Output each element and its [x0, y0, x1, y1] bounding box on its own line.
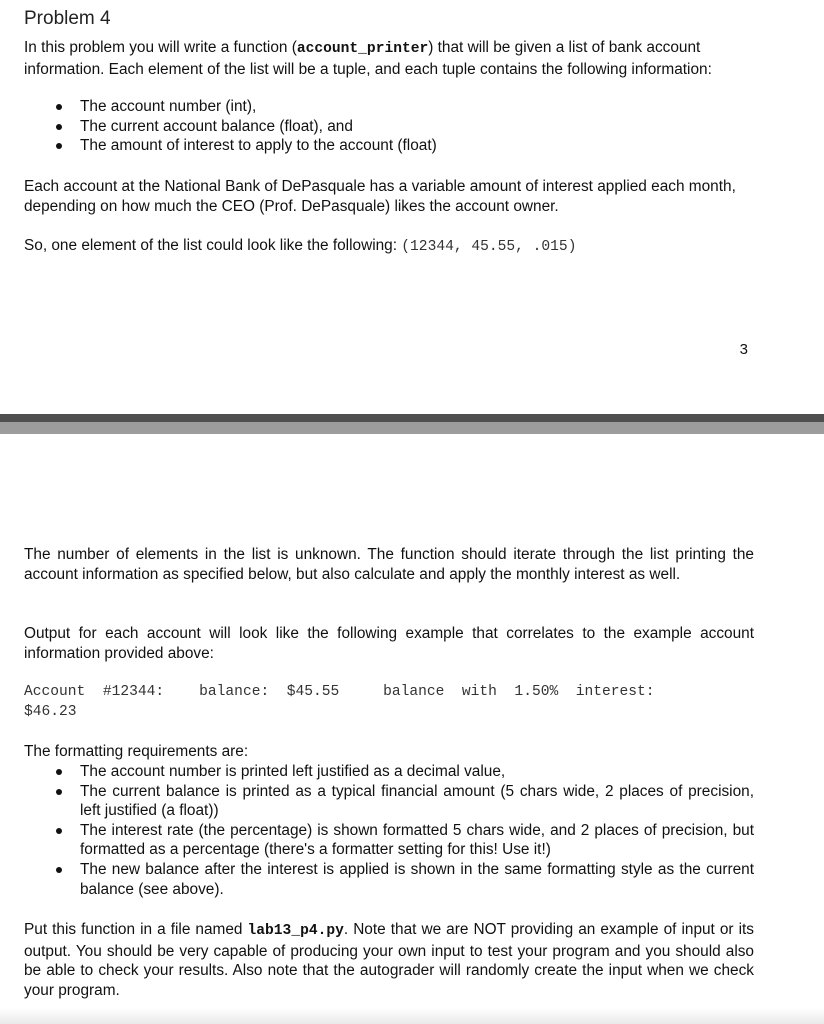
example-element-paragraph [24, 236, 754, 258]
bank-description-paragraph: Each account at the National Bank of DePasquale has a variable amount of interest applied each month, depending on how much the CEO (Prof. DePasquale) likes the account owner. [24, 178, 736, 215]
page-bottom-edge [0, 1008, 824, 1024]
page-number: 3 [739, 341, 748, 358]
iteration-paragraph: The number of elements in the list is unknown. The function should iterate through the list printing the account information as specified below, but also calculate and apply the monthly interest as well. [24, 546, 754, 583]
example-element-text: So, one element of the list could look like the following: [24, 237, 402, 254]
list-item: The interest rate (the percentage) is shown formatted 5 chars wide, and 2 places of precision, but formatted as a percentage (there's a formatter setting for this! Use it!) [24, 821, 754, 860]
function-name-code: account_printer [296, 41, 429, 57]
output-description-paragraph: Output for each account will look like the following example that correlates to the example account information provided above: [24, 625, 754, 662]
intro-text-after: ) that will be given a list of bank account information. Each element of the list will be a tuple, and each tuple contains the following information: [24, 39, 712, 78]
list-item: The new balance after the interest is applied is shown in the same formatting style as the current balance (see above). [24, 860, 754, 899]
list-item: The account number is printed left justified as a decimal value, [24, 762, 754, 782]
page-break-divider [0, 414, 824, 422]
list-item: The current account balance (float), and [24, 117, 754, 137]
problem-title: Problem 4 [24, 8, 111, 29]
submission-text-after: . Note that we are NOT providing an example of input or its output. You should be very capable of producing your own input to test your program and you should also be able to check your results. Also note that the autograder will randomly create the input when we check your program. [24, 921, 754, 999]
intro-text-before: In this problem you will write a function ( [24, 39, 297, 56]
tuple-fields-list [24, 97, 754, 156]
submission-paragraph [24, 920, 754, 1000]
formatting-heading: The formatting requirements are: [24, 743, 249, 760]
list-item: The account number (int), [24, 97, 754, 117]
submission-text-before: Put this function in a file named [24, 921, 248, 938]
list-item: The current balance is printed as a typical financial amount (5 chars wide, 2 places of precision, left justified (a float)) [24, 782, 754, 821]
list-item: The amount of interest to apply to the account (float) [24, 136, 754, 156]
filename-code: lab13_p4.py [247, 923, 344, 939]
example-output-line-1: Account #12344: balance: $45.55 balance with 1.50% interest: [24, 684, 655, 700]
intro-paragraph [24, 38, 754, 79]
example-output-line-2: $46.23 [24, 704, 77, 720]
page-break-divider-shade [0, 422, 824, 434]
example-tuple-code: (12344, 45.55, .015) [401, 239, 577, 255]
formatting-requirements-list [24, 762, 754, 899]
